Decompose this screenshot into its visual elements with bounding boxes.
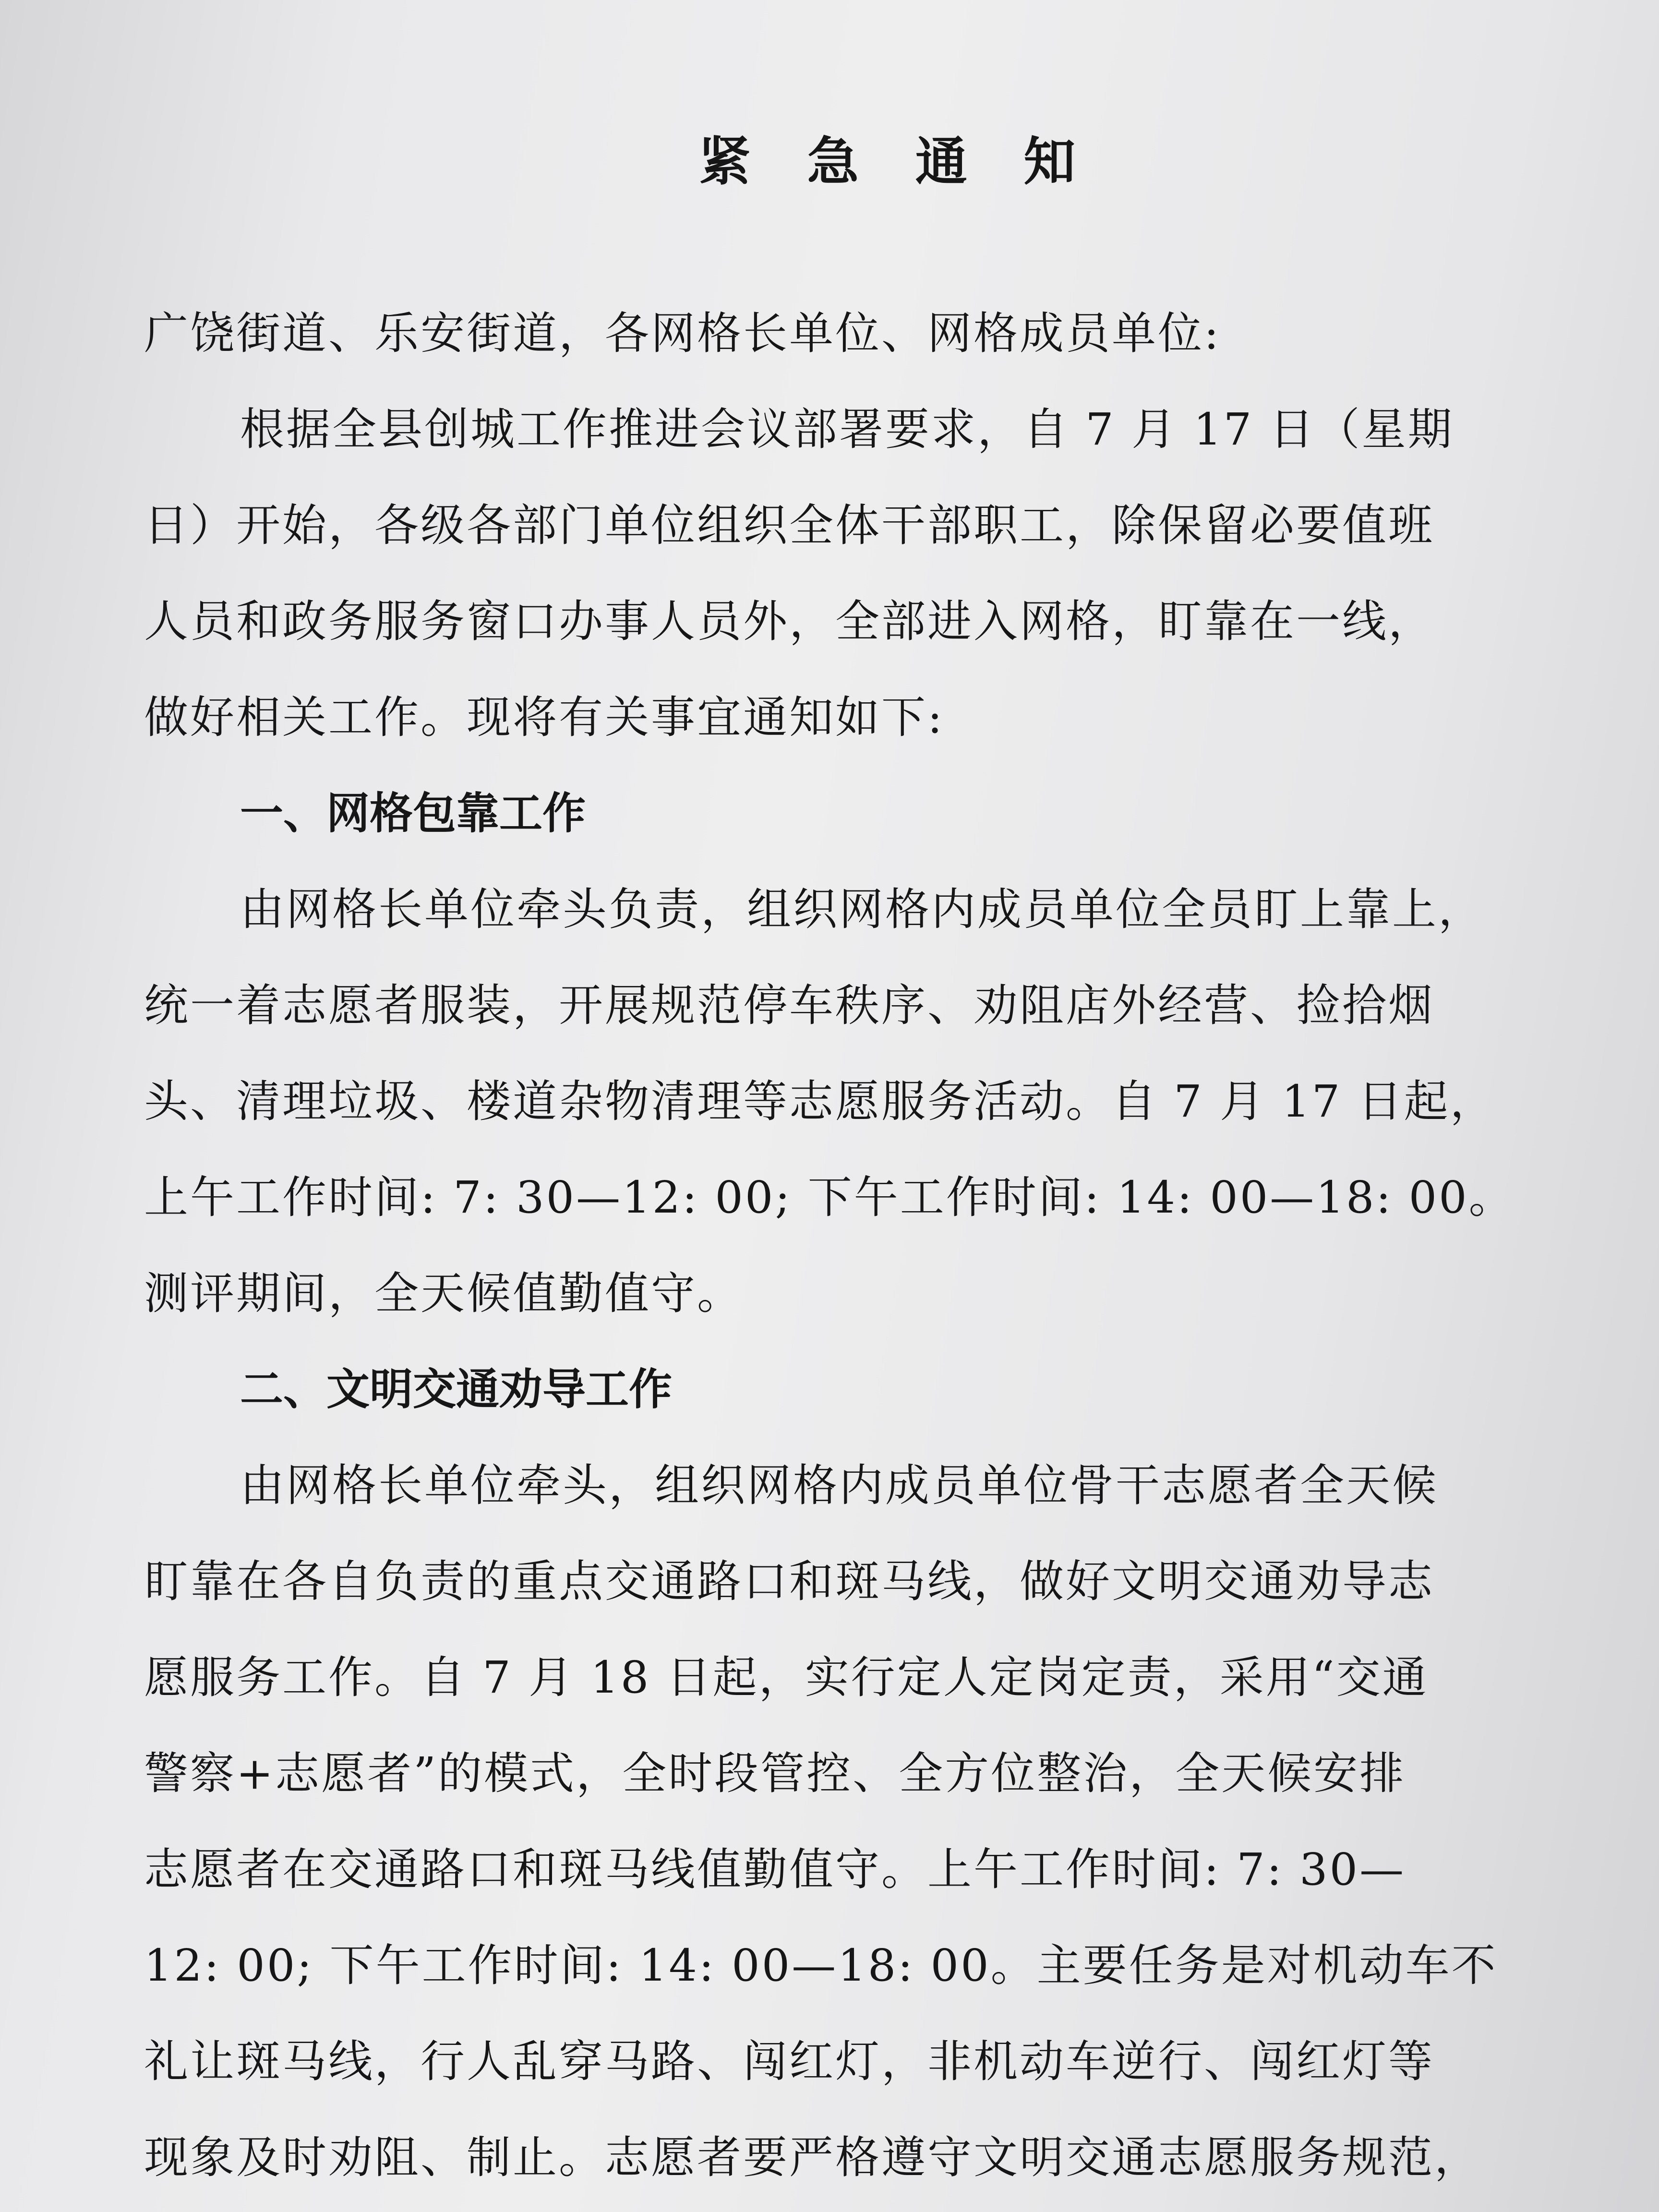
section-1-line: 测评期间，全天候值勤值守。 xyxy=(144,1268,744,1319)
section-2-line: 由网格长单位牵头，组织网格内成员单位骨干志愿者全天候 xyxy=(240,1460,1439,1511)
section-1-line: 由网格长单位牵头负责，组织网格内成员单位全员盯上靠上， xyxy=(240,884,1485,935)
section-1-line: 头、清理垃圾、楼道杂物清理等志愿服务活动。自 7 月 17 日起， xyxy=(144,1076,1496,1127)
intro-paragraph xyxy=(144,382,1573,766)
section-2-line: 礼让斑马线，行人乱穿马路、闯红灯，非机动车逆行、闯红灯等 xyxy=(144,2036,1435,2087)
section-2-line: 志愿者在交通路口和斑马线值勤值守。上午工作时间: 7: 30— xyxy=(144,1844,1406,1895)
section-heading-2: 二、文明交通劝导工作 xyxy=(240,1364,672,1415)
intro-line: 根据全县创城工作推进会议部署要求，自 7 月 17 日（星期 xyxy=(240,404,1454,455)
section-2-body xyxy=(144,1438,1573,2206)
intro-line: 人员和政务服务窗口办事人员外，全部进入网格，盯靠在一线， xyxy=(144,596,1435,647)
section-2-line: 盯靠在各自负责的重点交通路口和斑马线，做好文明交通劝导志 xyxy=(144,1556,1435,1607)
section-2-line: 现象及时劝阻、制止。志愿者要严格遵守文明交通志愿服务规范， xyxy=(144,2132,1481,2183)
intro-line: 日）开始，各级各部门单位组织全体干部职工，除保留必要值班 xyxy=(144,500,1435,551)
section-1-line: 统一着志愿者服装，开展规范停车秩序、劝阻店外经营、捡拾烟 xyxy=(144,980,1435,1031)
section-2-line: 愿服务工作。自 7 月 18 日起，实行定人定岗定责，采用“交通 xyxy=(144,1652,1429,1703)
salutation: 广饶街道、乐安街道，各网格长单位、网格成员单位: xyxy=(144,308,1221,359)
section-2-line: 12: 00; 下午工作时间: 14: 00—18: 00。主要任务是对机动车不 xyxy=(144,1940,1498,1991)
section-heading-1: 一、网格包靠工作 xyxy=(240,788,586,839)
document-title: 紧 急 通 知 xyxy=(698,132,1095,192)
section-1-body xyxy=(144,862,1573,1342)
section-2-line: 警察+志愿者”的模式，全时段管控、全方位整治，全天候安排 xyxy=(144,1748,1406,1799)
section-1-line: 上午工作时间: 7: 30—12: 00; 下午工作时间: 14: 00—18: 00。 xyxy=(144,1172,1515,1223)
intro-line: 做好相关工作。现将有关事宜通知如下: xyxy=(144,692,944,743)
